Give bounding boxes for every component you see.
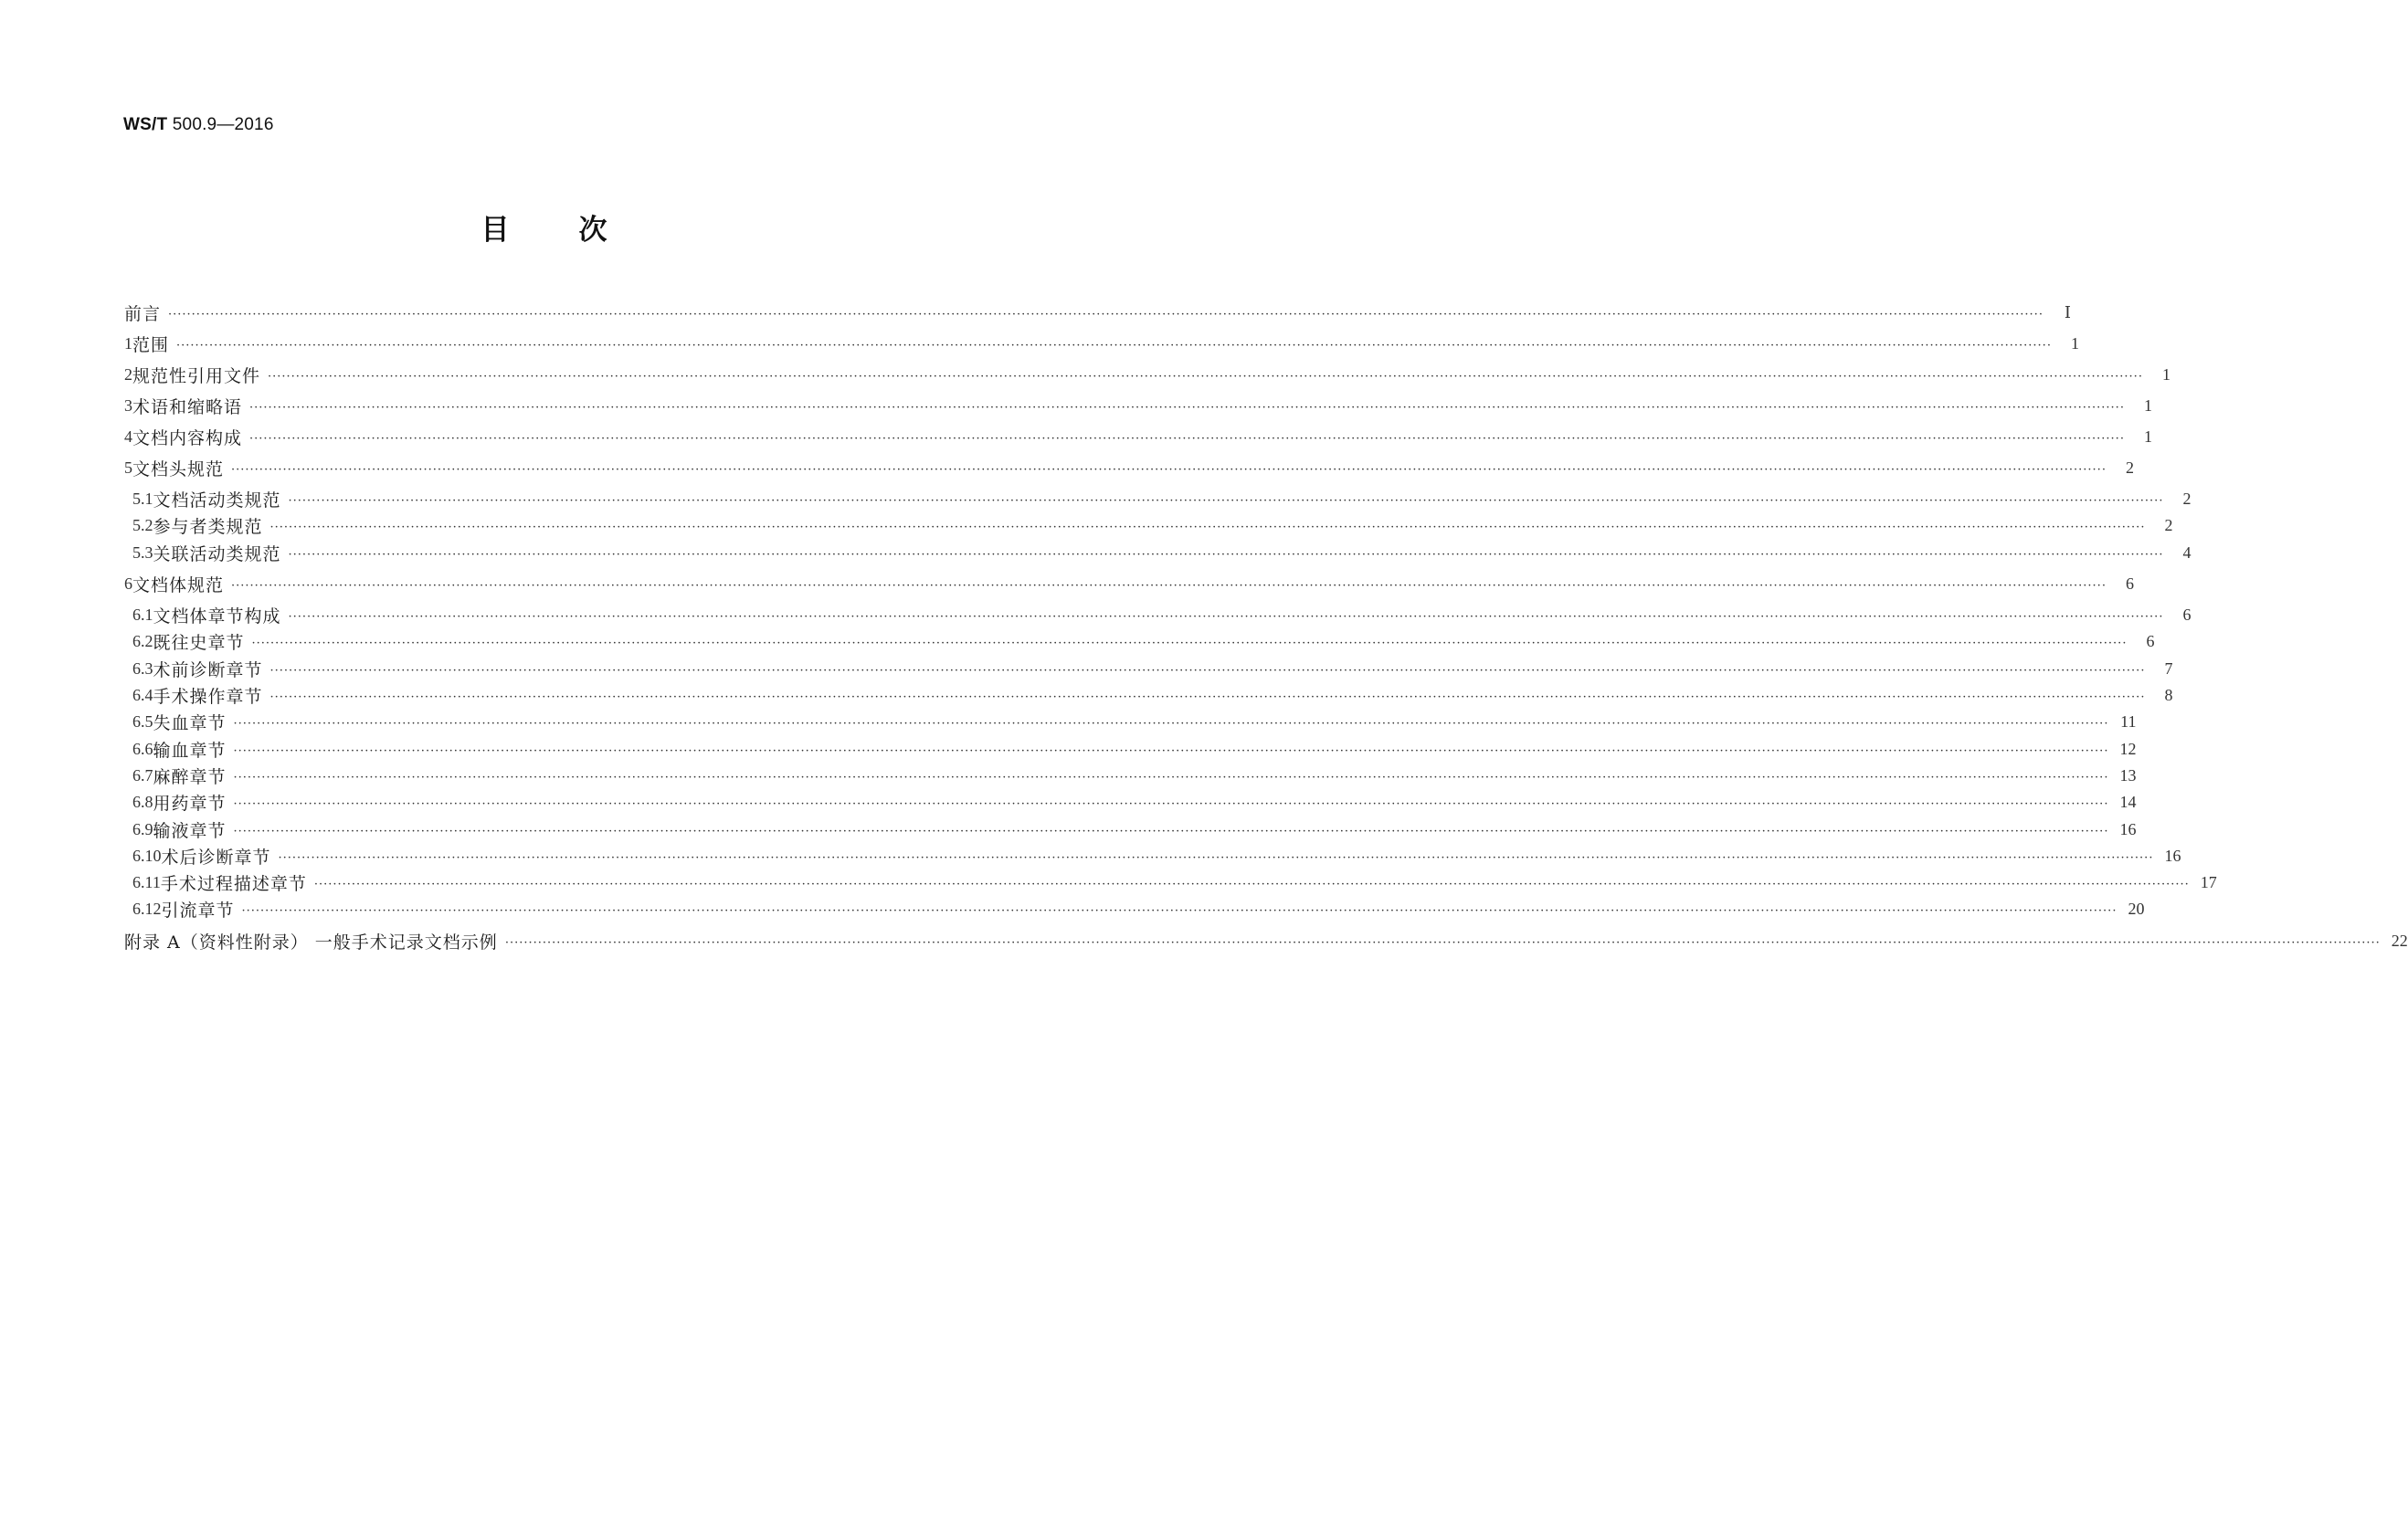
toc-entry-number: 2 [124, 364, 132, 384]
toc-entry-page-number: 13 [2119, 765, 2137, 785]
toc-entry[interactable] [132, 738, 2137, 761]
toc-entry-page-number: 11 [2120, 711, 2137, 731]
toc-entry-title: 规范性引用文件 [132, 365, 261, 386]
toc-entry[interactable] [132, 871, 2217, 894]
toc-dot-leader: ················································································································································································································································································································································································································ [168, 308, 2044, 321]
toc-entry-page-number: 1 [2143, 395, 2152, 415]
toc-entry-number: 5.1 [132, 489, 153, 508]
toc-entry[interactable] [124, 363, 2170, 386]
toc-dot-leader: ················································································································································································································································································································································································································ [504, 936, 2381, 950]
page-title-char-1: 目 [481, 214, 510, 247]
toc-entry[interactable] [132, 542, 2191, 564]
toc-entry-title: 关联活动类规范 [153, 543, 281, 564]
toc-entry[interactable] [124, 301, 2071, 324]
toc-dot-leader: ················································································································································································································································································································································································································ [233, 771, 2109, 785]
toc-entry-title: 手术过程描述章节 [160, 873, 307, 894]
toc-entry-title: 输血章节 [153, 740, 227, 761]
toc-entry[interactable] [132, 764, 2137, 787]
toc-entry-title: 术语和缩略语 [132, 396, 243, 417]
toc-dot-leader: ················································································································································································································································································································································································································ [231, 579, 2107, 593]
toc-entry-number: 6.7 [132, 765, 153, 785]
toc-entry-number: 6.3 [132, 658, 153, 678]
toc-entry-number: 5 [124, 458, 132, 477]
toc-entry-title: 输液章节 [153, 820, 227, 841]
toc-entry-page-number: 1 [2161, 364, 2170, 384]
toc-entry[interactable] [132, 488, 2191, 511]
toc-entry-number: 1 [124, 333, 132, 353]
toc-entry-number: 6.12 [132, 899, 162, 918]
page-title-char-2: 次 [578, 214, 607, 247]
toc-entry[interactable] [132, 898, 2145, 921]
toc-dot-leader: ················································································································································································································································································································································································································ [313, 878, 2190, 891]
toc-entry-page-number: 4 [2182, 543, 2191, 562]
toc-entry[interactable] [132, 514, 2173, 537]
toc-entry-page-number: 6 [2125, 574, 2134, 593]
toc-entry-number: 6.8 [132, 792, 153, 811]
toc-entry-page-number: 16 [2119, 819, 2137, 838]
toc-entry-title: 文档活动类规范 [153, 490, 281, 511]
toc-dot-leader: ················································································································································································································································································································································································································ [231, 463, 2107, 477]
toc-entry-number: 6.9 [132, 819, 153, 838]
toc-dot-leader: ················································································································································································································································································································································································································ [268, 370, 2143, 384]
toc-entry-page-number: 22 [2391, 931, 2408, 950]
toc-dot-leader: ················································································································································································································································································································································································································ [278, 851, 2154, 865]
toc-entry-title: 参与者类规范 [153, 516, 263, 537]
toc-entry[interactable] [132, 845, 2181, 868]
toc-entry-title: 术前诊断章节 [153, 659, 263, 680]
toc-entry-number: 6.2 [132, 631, 153, 650]
toc-dot-leader: ················································································································································································································································································································································································································ [269, 690, 2146, 704]
toc-entry-title: 既往史章节 [153, 632, 245, 653]
toc-entry-title: 引流章节 [161, 900, 235, 921]
toc-entry-page-number: 1 [2070, 333, 2079, 353]
toc-entry-number: 6.6 [132, 739, 153, 758]
toc-dot-leader: ················································································································································································································································································································································································································ [233, 744, 2109, 758]
toc-entry-number: 6.11 [132, 872, 161, 891]
toc-entry-page-number: 8 [2164, 685, 2173, 704]
standard-code: WS/T [123, 115, 168, 134]
toc-entry-title: 文档体规范 [132, 574, 225, 595]
toc-entry-number: 5.2 [132, 515, 153, 534]
toc-dot-leader: ················································································································································································································································································································································································································ [251, 637, 2128, 650]
toc-entry[interactable] [132, 604, 2191, 627]
toc-entry-title: 文档内容构成 [132, 427, 243, 448]
toc-entry-title: 用药章节 [153, 793, 227, 814]
toc-dot-leader: ················································································································································································································································································································································································································ [233, 797, 2109, 811]
toc-entry-title: 文档头规范 [132, 458, 225, 479]
toc-entry-title: 手术操作章节 [153, 686, 263, 707]
toc-entry[interactable] [132, 684, 2173, 707]
toc-entry-title: 术后诊断章节 [161, 847, 271, 868]
toc-entry-title: 前言 [124, 303, 162, 324]
toc-entry[interactable] [132, 818, 2137, 841]
toc-entry[interactable] [124, 930, 2408, 953]
toc-dot-leader: ················································································································································································································································································································································································································ [249, 401, 2125, 415]
toc-entry-number: 6 [124, 574, 132, 593]
toc-dot-leader: ················································································································································································································································································································································································································ [269, 521, 2146, 534]
toc-dot-leader: ················································································································································································································································································································································································································ [249, 432, 2125, 446]
toc-entry[interactable] [124, 457, 2134, 479]
toc-entry-title: 麻醉章节 [153, 766, 227, 787]
toc-entry-page-number: 2 [2125, 458, 2134, 477]
toc-entry-page-number: 2 [2182, 489, 2191, 508]
toc-entry[interactable] [132, 791, 2137, 814]
toc-entry[interactable] [124, 573, 2134, 595]
toc-entry[interactable] [124, 426, 2152, 448]
standard-number [123, 115, 274, 135]
toc-entry-page-number: 2 [2164, 515, 2173, 534]
toc-dot-leader: ················································································································································································································································································································································································································ [233, 717, 2109, 731]
toc-entry-number: 5.3 [132, 543, 153, 562]
toc-entry[interactable] [124, 332, 2079, 355]
toc-entry[interactable] [132, 658, 2173, 680]
toc-entry-title: 范围 [132, 334, 170, 355]
toc-entry-title: 附录 A（资料性附录） 一般手术记录文档示例 [124, 932, 498, 953]
toc-entry-page-number: 12 [2119, 739, 2137, 758]
standard-year-number: 500.9—2016 [172, 115, 274, 134]
toc-entry-number: 6.4 [132, 685, 153, 704]
toc-entry-page-number: 14 [2119, 792, 2137, 811]
toc-entry-number: 3 [124, 395, 132, 415]
toc-entry-number: 4 [124, 427, 132, 446]
toc-entry-page-number: 7 [2164, 658, 2173, 678]
toc-dot-leader: ················································································································································································································································································································································································································ [233, 825, 2109, 838]
toc-dot-leader: ················································································································································································································································································································································································································ [288, 610, 2164, 624]
toc-dot-leader: ················································································································································································································································································································································································································ [288, 548, 2164, 562]
toc-entry-page-number: 1 [2143, 427, 2152, 446]
toc-entry-number: 6.1 [132, 605, 153, 624]
toc-entry[interactable] [124, 395, 2152, 417]
toc-entry-title: 文档体章节构成 [153, 606, 281, 627]
toc-entry-title: 失血章节 [153, 712, 227, 733]
toc-entry-page-number: 6 [2146, 631, 2155, 650]
toc-dot-leader: ················································································································································································································································································································································································································ [288, 494, 2164, 508]
toc-entry-page-number: 20 [2128, 899, 2145, 918]
toc-dot-leader: ················································································································································································································································································································································································································ [176, 339, 2052, 353]
toc-entry-page-number: Ⅰ [2064, 302, 2071, 321]
page-title [0, 206, 1088, 248]
toc-dot-leader: ················································································································································································································································································································································································································ [269, 664, 2146, 678]
toc-entry-page-number: 16 [2164, 846, 2181, 865]
toc-entry-page-number: 17 [2200, 872, 2217, 891]
toc-entry-page-number: 6 [2182, 605, 2191, 624]
toc-entry[interactable] [132, 711, 2137, 733]
toc-entry-number: 6.5 [132, 711, 153, 731]
toc-entry[interactable] [132, 630, 2155, 653]
toc-entry-number: 6.10 [132, 846, 162, 865]
toc-dot-leader: ················································································································································································································································································································································································································ [241, 904, 2118, 918]
